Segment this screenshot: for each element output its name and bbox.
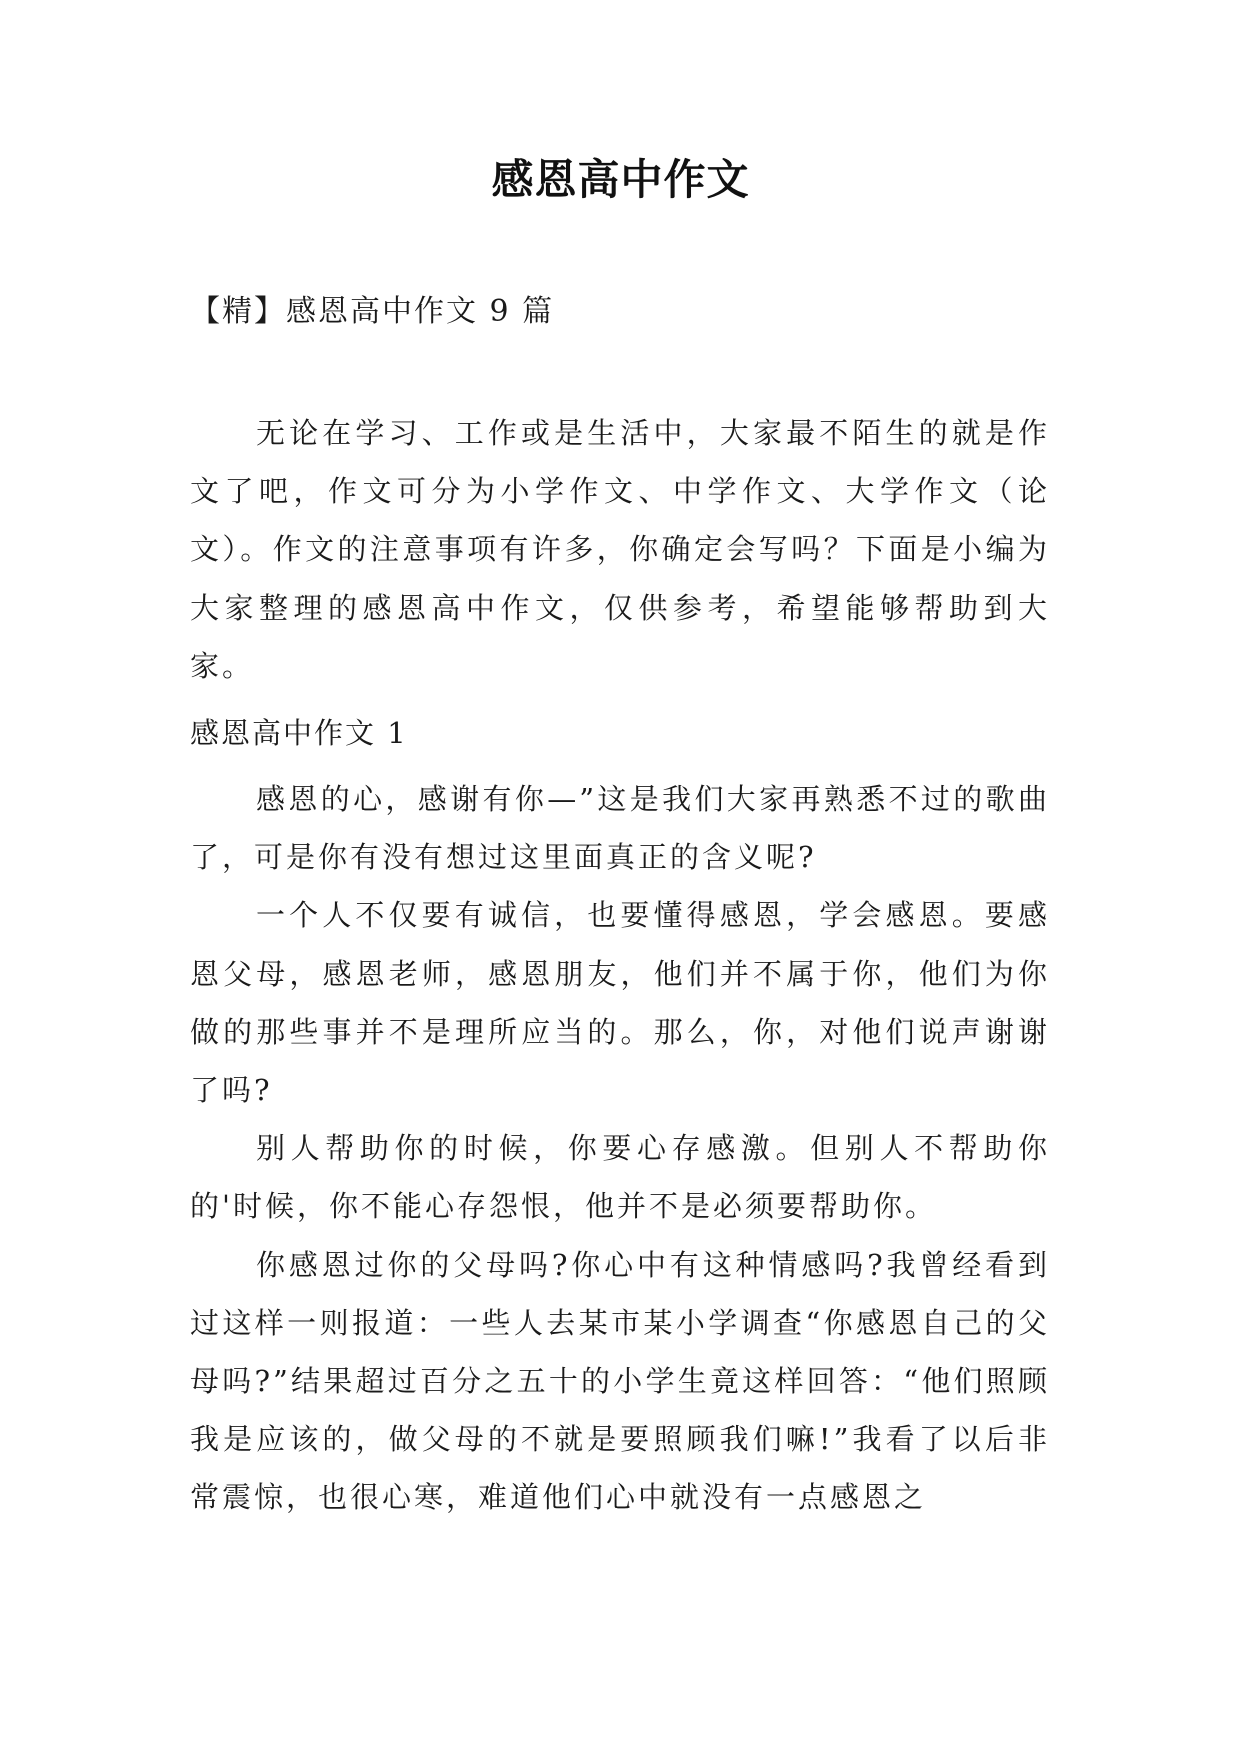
document-title: 感恩高中作文: [491, 155, 750, 204]
intro-section: [190, 404, 1050, 695]
body-paragraph-4: 你感恩过你的父母吗?你心中有这种情感吗?我曾经看到过这样一则报道：一些人去某市某小学调查“你感恩自己的父母吗?”结果超过百分之五十的小学生竟这样回答：“他们照顾我是应该的，做父母的不就是要照顾我们嘛!”我看了以后非常震惊，也很心寒，难道他们心中就没有一点感恩之: [190, 1247, 1050, 1515]
document-subtitle: 【精】感恩高中作文 9 篇: [190, 294, 555, 329]
section-heading: 感恩高中作文 1: [190, 716, 408, 750]
intro-paragraph: 无论在学习、工作或是生活中，大家最不陌生的就是作文了吧，作文可分为小学作文、中学作文、大学作文（论文）。作文的注意事项有许多，你确定会写吗？下面是小编为大家整理的感恩高中作文，仅供参考，希望能够帮助到大家。: [190, 416, 1050, 683]
body-paragraph-1: 感恩的心，感谢有你—”这是我们大家再熟悉不过的歌曲了，可是你有没有想过这里面真正的含义呢?: [190, 782, 1050, 875]
body-paragraph-3: 别人帮助你的时候，你要心存感激。但别人不帮助你的'时候，你不能心存怨恨，他并不是必须要帮助你。: [190, 1131, 1050, 1224]
body-paragraph-2: 一个人不仅要有诚信，也要懂得感恩，学会感恩。要感恩父母，感恩老师，感恩朋友，他们并不属于你，他们为你做的那些事并不是理所应当的。那么，你，对他们说声谢谢了吗?: [190, 898, 1050, 1108]
section-body: [190, 770, 1050, 1527]
